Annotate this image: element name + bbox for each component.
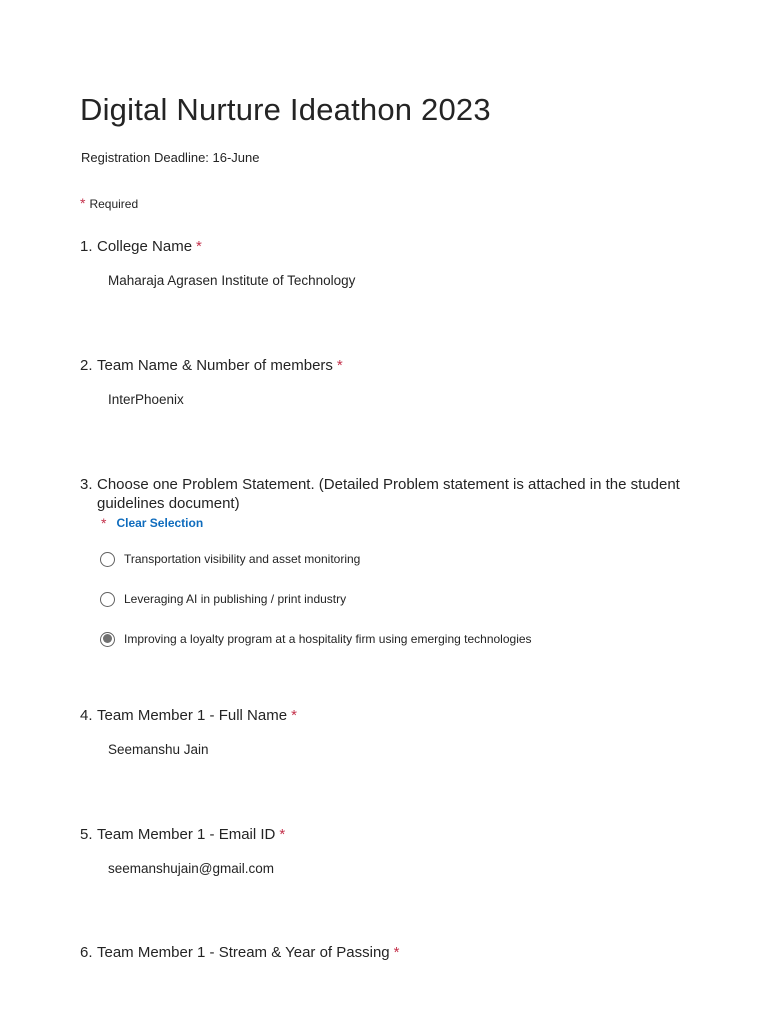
question-member1-name <box>80 706 680 757</box>
radio-unselected[interactable] <box>100 552 115 567</box>
required-star: * <box>80 195 86 211</box>
required-label: Required <box>89 197 139 211</box>
question-number: 1. <box>80 238 93 255</box>
problem-statement-options <box>100 549 680 649</box>
question-college-name <box>80 237 680 288</box>
required-star: * <box>291 707 297 724</box>
question-title <box>80 706 680 725</box>
question-member1-email <box>80 825 680 876</box>
question-title <box>80 356 680 375</box>
question-label: College Name <box>97 238 193 255</box>
member1-email-answer[interactable]: seemanshujain@gmail.com <box>108 861 275 876</box>
question-team-name <box>80 356 680 407</box>
radio-selected[interactable] <box>100 632 115 647</box>
question-label: Team Name & Number of members <box>97 357 333 374</box>
question-number: 2. <box>80 357 93 374</box>
required-star: * <box>101 515 107 531</box>
required-star: * <box>393 944 400 961</box>
question-title <box>80 475 680 513</box>
required-note <box>80 195 138 211</box>
clear-selection-link[interactable]: Clear Selection <box>116 516 204 530</box>
question-label: Team Member 1 - Stream & Year of Passing <box>97 944 390 961</box>
question-number: 3. <box>80 476 93 493</box>
option-ai-publishing[interactable] <box>100 589 680 609</box>
option-transportation[interactable] <box>100 549 680 569</box>
question-label: Team Member 1 - Email ID <box>97 826 276 843</box>
question-label: Team Member 1 - Full Name <box>97 707 288 724</box>
question-member1-stream <box>80 943 680 962</box>
question-number: 6. <box>80 944 93 961</box>
required-star: * <box>336 357 343 374</box>
question-problem-statement <box>80 475 680 669</box>
question-meta <box>101 513 680 533</box>
question-title <box>80 943 680 962</box>
radio-unselected[interactable] <box>100 592 115 607</box>
form-subtitle: Registration Deadline: 16-June <box>81 150 260 165</box>
question-title <box>80 825 680 844</box>
member1-name-answer[interactable]: Seemanshu Jain <box>108 742 209 757</box>
question-number: 4. <box>80 707 93 724</box>
option-label: Leveraging AI in publishing / print industry <box>124 592 347 606</box>
form-title: Digital Nurture Ideathon 2023 <box>80 92 491 127</box>
team-name-answer[interactable]: InterPhoenix <box>108 392 184 407</box>
required-star: * <box>196 238 202 255</box>
question-number: 5. <box>80 826 93 843</box>
question-label: Choose one Problem Statement. (Detailed Problem statement is attached in the student guidelines document) <box>97 476 680 512</box>
option-loyalty-program[interactable] <box>100 629 680 649</box>
college-name-answer[interactable]: Maharaja Agrasen Institute of Technology <box>108 273 356 288</box>
option-label: Transportation visibility and asset monitoring <box>124 552 361 566</box>
question-title <box>80 237 680 256</box>
option-label: Improving a loyalty program at a hospitality firm using emerging technologies <box>124 632 532 646</box>
required-star: * <box>279 826 286 843</box>
